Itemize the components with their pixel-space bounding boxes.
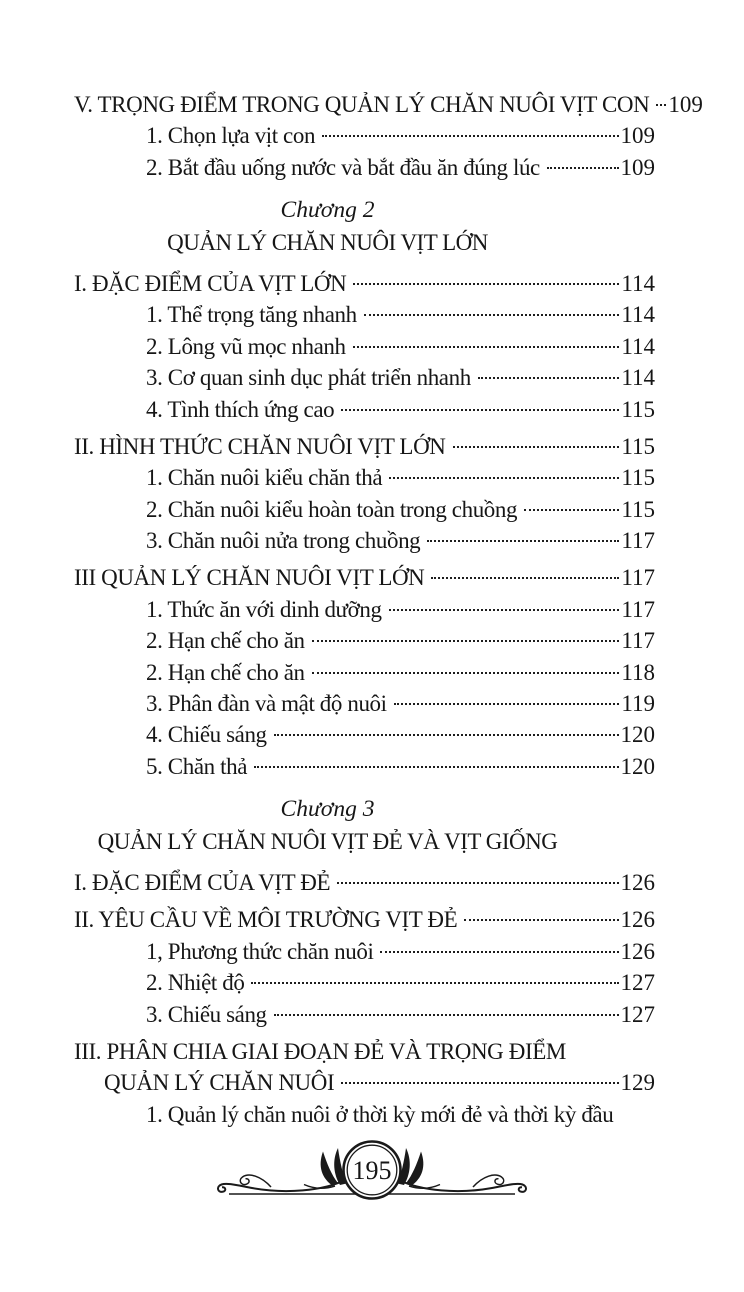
toc-entry-label: V. TRỌNG ĐIỂM TRONG QUẢN LÝ CHĂN NUÔI VỊT CON bbox=[74, 92, 650, 117]
toc-entry-page: 126 bbox=[620, 869, 655, 895]
toc-entry-label: 5. Chăn thả bbox=[146, 753, 247, 779]
toc-entry-label: 2. Hạn chế cho ăn bbox=[146, 628, 305, 654]
toc-entry-page: 118 bbox=[621, 659, 655, 685]
toc-entry-page: 115 bbox=[621, 465, 655, 491]
footer-ornament bbox=[207, 1130, 537, 1220]
toc-entry bbox=[0, 657, 655, 688]
chapter-label: Chương 3 bbox=[280, 796, 375, 823]
toc-entry-label: 2. Hạn chế cho ăn bbox=[146, 659, 305, 685]
toc-entry bbox=[0, 525, 655, 556]
toc-entry bbox=[0, 268, 655, 299]
toc-entry bbox=[0, 625, 655, 656]
toc-entry-label: II. YÊU CẦU VỀ MÔI TRƯỜNG VỊT ĐẺ bbox=[74, 907, 458, 933]
toc-entry-label: 2. Lông vũ mọc nhanh bbox=[146, 333, 346, 359]
toc-entry-page: 119 bbox=[621, 691, 655, 717]
toc-entry-label: QUẢN LÝ CHĂN NUÔI bbox=[104, 1070, 335, 1096]
toc-entry-page: 129 bbox=[620, 1070, 655, 1096]
toc-entry bbox=[0, 688, 655, 719]
footer-page-number: 195 bbox=[352, 1156, 392, 1185]
toc-entry-page: 114 bbox=[621, 270, 655, 296]
toc-entry-label: 1. Thể trọng tăng nhanh bbox=[146, 302, 357, 328]
chapter-title: QUẢN LÝ CHĂN NUÔI VỊT LỚN bbox=[167, 229, 488, 255]
toc-entry-page: 120 bbox=[620, 753, 655, 779]
toc-entry bbox=[0, 562, 655, 593]
toc-entry-label: 3. Chăn nuôi nửa trong chuồng bbox=[146, 528, 421, 554]
toc-entry-label: 1. Chọn lựa vịt con bbox=[146, 123, 316, 149]
toc-entry bbox=[0, 331, 655, 362]
toc-entry-page: 114 bbox=[621, 365, 655, 391]
toc-entry-label: 2. Chăn nuôi kiểu hoàn toàn trong chuồng bbox=[146, 496, 518, 522]
toc-entry-page: 114 bbox=[621, 302, 655, 328]
toc-entry-page: 114 bbox=[621, 333, 655, 359]
toc-entry bbox=[0, 936, 655, 967]
toc-entry-page: 115 bbox=[621, 496, 655, 522]
toc-entry-page: 126 bbox=[620, 938, 655, 964]
toc-entry-page: 117 bbox=[621, 565, 655, 591]
toc-entry bbox=[0, 431, 655, 462]
toc-entry bbox=[0, 719, 655, 750]
toc-entry bbox=[0, 394, 655, 425]
toc-entry-page: 117 bbox=[621, 596, 655, 622]
chapter-title: QUẢN LÝ CHĂN NUÔI VỊT ĐẺ VÀ VỊT GIỐNG bbox=[97, 828, 558, 854]
toc-entry-label: 4. Chiếu sáng bbox=[146, 722, 267, 748]
toc-entry-page: 120 bbox=[620, 722, 655, 748]
toc-entry bbox=[0, 904, 655, 935]
toc-entry-label: 1. Thức ăn với dinh dưỡng bbox=[146, 596, 382, 622]
toc-entry-page: 115 bbox=[621, 396, 655, 422]
toc-entry-label: II. HÌNH THỨC CHĂN NUÔI VỊT LỚN bbox=[74, 433, 446, 459]
toc-entry bbox=[0, 1067, 655, 1098]
toc-entry bbox=[0, 299, 655, 330]
toc-entry bbox=[0, 967, 655, 998]
toc-entry bbox=[0, 867, 655, 898]
toc-entry-label: 2. Bắt đầu uống nước và bắt đầu ăn đúng lúc bbox=[146, 154, 540, 180]
toc-entry bbox=[0, 1099, 655, 1130]
toc-entry-label: 2. Nhiệt độ bbox=[146, 970, 245, 996]
toc-entry bbox=[0, 462, 655, 493]
toc-entry-page: 117 bbox=[621, 528, 655, 554]
toc-entry-label: III. PHÂN CHIA GIAI ĐOẠN ĐẺ VÀ TRỌNG ĐIỂM bbox=[74, 1038, 566, 1064]
toc-entry bbox=[0, 89, 703, 120]
toc-entry bbox=[0, 494, 655, 525]
toc-entry-page: 109 bbox=[620, 123, 655, 149]
toc-entry-page: 126 bbox=[620, 907, 655, 933]
toc-entry-label: 1, Phương thức chăn nuôi bbox=[146, 938, 374, 964]
chapter-heading bbox=[0, 794, 655, 857]
toc-entry-label: 1. Chăn nuôi kiểu chăn thả bbox=[146, 465, 383, 491]
toc-entry bbox=[0, 594, 655, 625]
toc-entry-label: 3. Chiếu sáng bbox=[146, 1001, 267, 1027]
toc-entry-label: I. ĐẶC ĐIỂM CỦA VỊT LỚN bbox=[74, 270, 347, 296]
toc-entry-page: 115 bbox=[621, 433, 655, 459]
toc-entry-page: 109 bbox=[668, 92, 703, 117]
toc-entry-label: 4. Tình thích ứng cao bbox=[146, 396, 335, 422]
toc-entry bbox=[0, 120, 655, 151]
toc-entry bbox=[0, 152, 655, 183]
toc-entry-label: 3. Phân đàn và mật độ nuôi bbox=[146, 691, 387, 717]
toc-entry bbox=[0, 362, 655, 393]
toc-entry-label: 3. Cơ quan sinh dục phát triển nhanh bbox=[146, 365, 471, 391]
toc-entry-label: 1. Quản lý chăn nuôi ở thời kỳ mới đẻ và thời kỳ đầu bbox=[146, 1101, 614, 1127]
toc-entry-page: 127 bbox=[620, 970, 655, 996]
toc-entry-page: 127 bbox=[620, 1001, 655, 1027]
toc-entry-page: 117 bbox=[621, 628, 655, 654]
chapter-label: Chương 2 bbox=[280, 197, 375, 224]
chapter-heading bbox=[0, 195, 655, 258]
toc-entry-label: I. ĐẶC ĐIỂM CỦA VỊT ĐẺ bbox=[74, 869, 331, 895]
toc-entry-label: III QUẢN LÝ CHĂN NUÔI VỊT LỚN bbox=[74, 565, 425, 591]
toc-entry bbox=[0, 1036, 655, 1067]
toc-entry bbox=[0, 751, 655, 782]
toc-entry bbox=[0, 999, 655, 1030]
toc-entry-page: 109 bbox=[620, 154, 655, 180]
